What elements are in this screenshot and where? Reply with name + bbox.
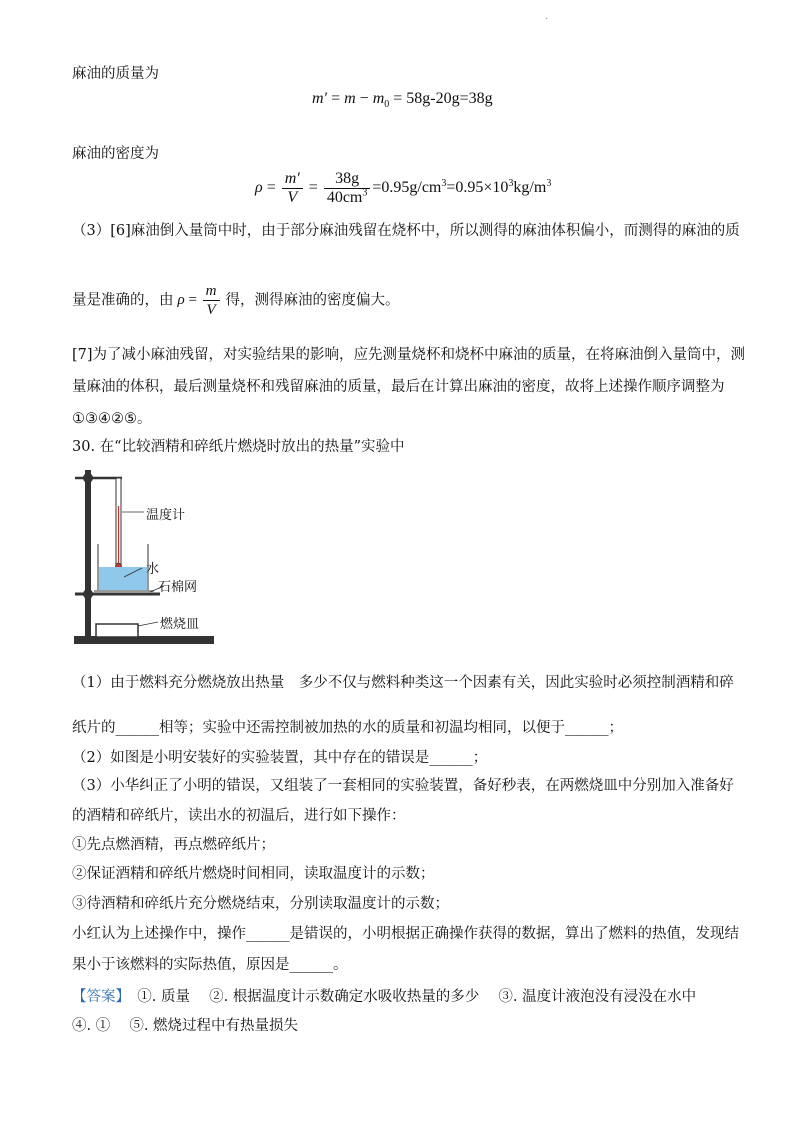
q3-line2: 的酒精和碎纸片，读出水的初温后，进行如下操作： (72, 808, 406, 824)
mass-formula: $m' = m - m_0 = 58g-20g=38g$ (312, 90, 493, 111)
label-asbestos-net: 石棉网 (158, 580, 198, 595)
question-30-title: 30. 在“比较酒精和碎纸片燃烧时放出的热量”实验中 (72, 439, 405, 455)
top-mark: · (545, 14, 549, 25)
step-1: ①先点燃酒精，再点燃碎纸片； (72, 837, 275, 853)
answer-tag: 【答案】 (72, 989, 123, 1005)
mass-label: 麻油的质量为 (72, 66, 159, 82)
density-formula: ρ = $\frac{m'}{V}$ = $\frac{38g}{40cm^3}$ $=0.95g/cm^3=0.95\times 10^3kg/m^3$ (255, 170, 552, 206)
p3-line2: 量是准确的，由 ρ = $\frac{m}{V}$ 得，测得麻油的密度偏大。 (72, 283, 400, 318)
density-label: 麻油的密度为 (72, 146, 159, 162)
q3-line4: 果小于该燃料的实际热值，原因是______。 (72, 957, 348, 973)
p3-line1: （3）[6]麻油倒入量筒中时，由于部分麻油残留在烧杯中，所以测得的麻油体积偏小，而测得的麻油的质 (72, 223, 740, 239)
p7-line2: 量麻油的体积，最后测量烧杯和残留麻油的质量，最后在计算出麻油的密度，故将上述操作顺序调整为 (72, 379, 725, 395)
answer-line2: ④. ① ⑤. 燃烧过程中有热量损失 (72, 1018, 299, 1034)
q1-line1: （1）由于燃料充分燃烧放出热量 多少不仅与燃料种类这一个因素有关，因此实验时必须控制酒精和碎 (72, 675, 734, 691)
step-2: ②保证酒精和碎纸片燃烧时间相同，读取温度计的示数； (72, 866, 435, 882)
p7-line1: [7]为了减小麻油残留，对实验结果的影响，应先测量烧杯和烧杯中麻油的质量，在将麻油倒入量筒中，测 (72, 347, 746, 363)
answer-line1: 【答案】 ①. 质量 ②. 根据温度计示数确定水吸收热量的多少 ③. 温度计液泡没有浸没在水中 (72, 989, 697, 1005)
q3-line1: （3）小华纠正了小明的错误，又组装了一套相同的实验装置，备好秒表，在两燃烧皿中分别加入准备好 (72, 778, 734, 794)
q1-line2: 纸片的______相等；实验中还需控制被加热的水的质量和初温均相同，以便于______； (72, 720, 623, 736)
q3-line3: 小红认为上述操作中，操作______是错误的，小明根据正确操作获得的数据，算出了燃料的热值，发现结 (72, 926, 739, 942)
label-thermometer: 温度计 (146, 508, 186, 523)
p7-line3: ①③④②⑤。 (72, 411, 152, 427)
label-burner-dish: 燃烧皿 (160, 617, 200, 632)
step-3: ③待酒精和碎纸片充分燃烧结束，分别读取温度计的示数； (72, 896, 449, 912)
q2-line: （2）如图是小明安装好的实验装置，其中存在的错误是______； (72, 750, 488, 766)
label-water: 水 (146, 562, 160, 577)
